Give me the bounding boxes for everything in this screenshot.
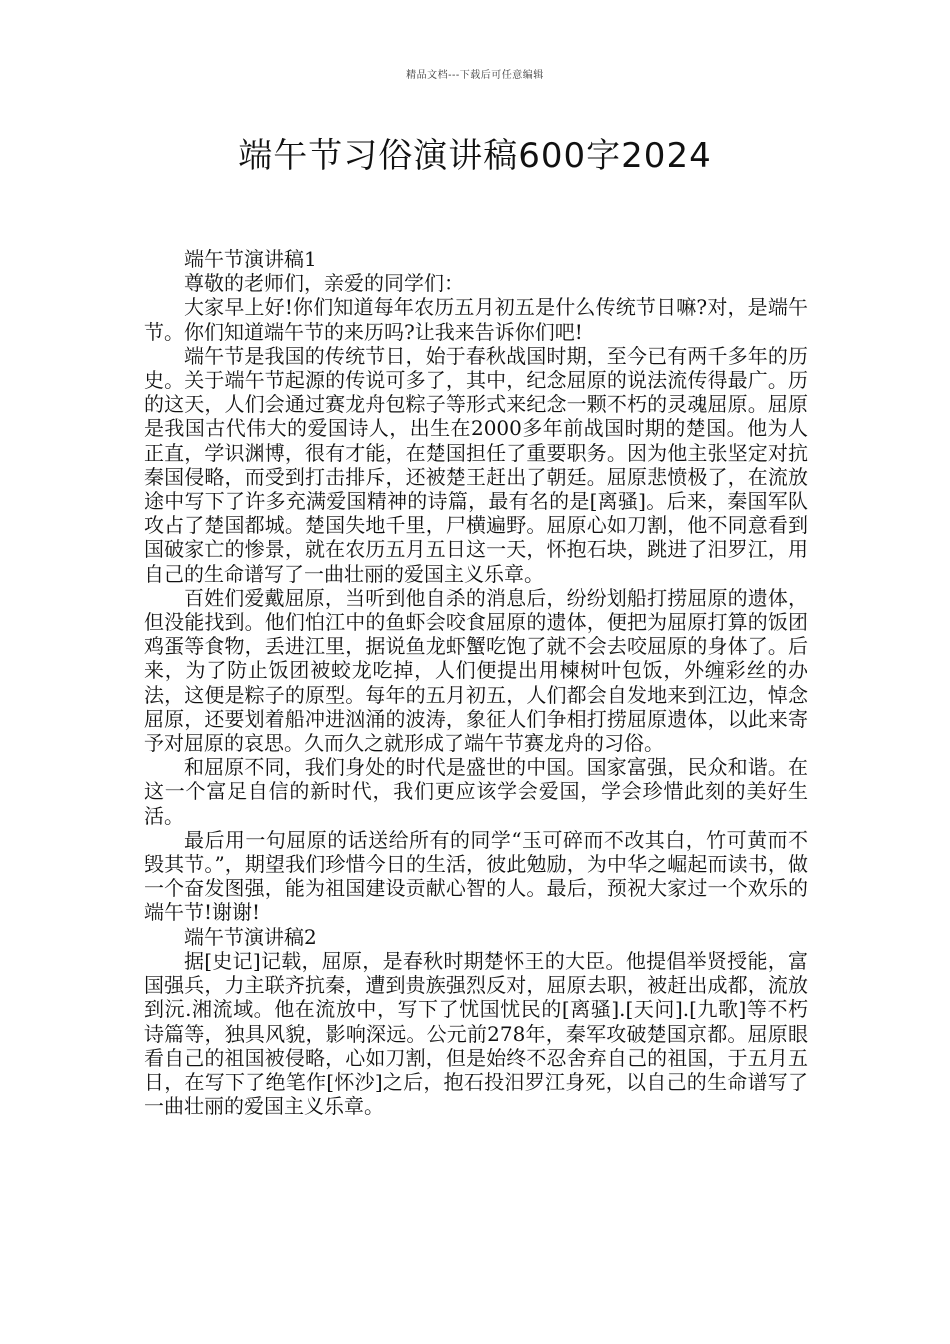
heading-speech-1: 端午节演讲稿1 [184,247,317,271]
paragraph-people: 百姓们爱戴屈原，当听到他自杀的消息后，纷纷划船打捞屈原的遗体，但没能找到。他们怕江中的鱼虾会咬食屈原的遗体，便把为屈原打算的饭团鸡蛋等食物，丢进江里，据说鱼龙虾蟹吃饱了就不会去咬屈原的身体了。后来，为了防止饭团被蛟龙吃掉，人们便提出用楝树叶包饭，外缠彩丝的办法，这便是粽子的原型。每年的五月初五，人们都会自发地来到江边，悼念屈原，还要划着船冲进汹涌的波涛，象征人们争相打捞屈原遗体，以此来寄予对屈原的哀思。久而久之就形成了端午节赛龙舟的习俗。 [144,585,808,756]
paragraph-history: 据[史记]记载，屈原，是春秋时期楚怀王的大臣。他提倡举贤授能，富国强兵，力主联齐抗秦，遭到贵族强烈反对，屈原去职，被赶出成都，流放到沅.湘流域。他在流放中，写下了忧国忧民的[离骚].[天问].[九歌]等不朽诗篇等，独具风貌，影响深远。公元前278年，秦军攻破楚国京都。屈原眼看自己的祖国被侵略，心如刀割，但是始终不忍舍弃自己的祖国，于五月五日，在写下了绝笔作[怀沙]之后，抱石投汨罗江身死，以自己的生命谱写了一曲壮丽的爱国主义乐章。 [144,948,808,1119]
document-body [144,247,808,1118]
paragraph-era: 和屈原不同，我们身处的时代是盛世的中国。国家富强，民众和谐。在这一个富足自信的新时代，我们更应该学会爱国，学会珍惜此刻的美好生活。 [144,755,808,828]
paragraph-greeting: 大家早上好!你们知道每年农历五月初五是什么传统节日嘛?对，是端午节。你们知道端午节的来历吗?让我来告诉你们吧! [144,295,808,344]
document-title: 端午节习俗演讲稿600字2024 [238,136,712,176]
paragraph-origin: 端午节是我国的传统节日，始于春秋战国时期，至今已有两千多年的历史。关于端午节起源的传说可多了，其中，纪念屈原的说法流传得最广。历的这天，人们会通过赛龙舟包粽子等形式来纪念一颗不朽的灵魂屈原。屈原是我国古代伟大的爱国诗人，出生在2000多年前战国时期的楚国。他为人正直，学识渊博，很有才能，在楚国担任了重要职务。因为他主张坚定对抗秦国侵略，而受到打击排斥，还被楚王赶出了朝廷。屈原悲愤极了，在流放途中写下了许多充满爱国精神的诗篇，最有名的是[离骚]。后来，秦国军队攻占了楚国都城。楚国失地千里，尸横遍野。屈原心如刀割，他不同意看到国破家亡的惨景，就在农历五月五日这一天，怀抱石块，跳进了汨罗江，用自己的生命谱写了一曲壮丽的爱国主义乐章。 [144,343,808,586]
paragraph-closing: 最后用一句屈原的话送给所有的同学“玉可碎而不改其白，竹可黄而不毁其节。”，期望我们珍惜今日的生活，彼此勉励，为中华之崛起而读书，做一个奋发图强，能为祖国建设贡献心智的人。最后，预祝大家过一个欢乐的端午节!谢谢! [144,827,808,925]
heading-speech-2: 端午节演讲稿2 [184,924,317,949]
header-note: 精品文档---下载后可任意编辑 [406,70,544,81]
salutation: 尊敬的老师们，亲爱的同学们： [184,271,464,296]
